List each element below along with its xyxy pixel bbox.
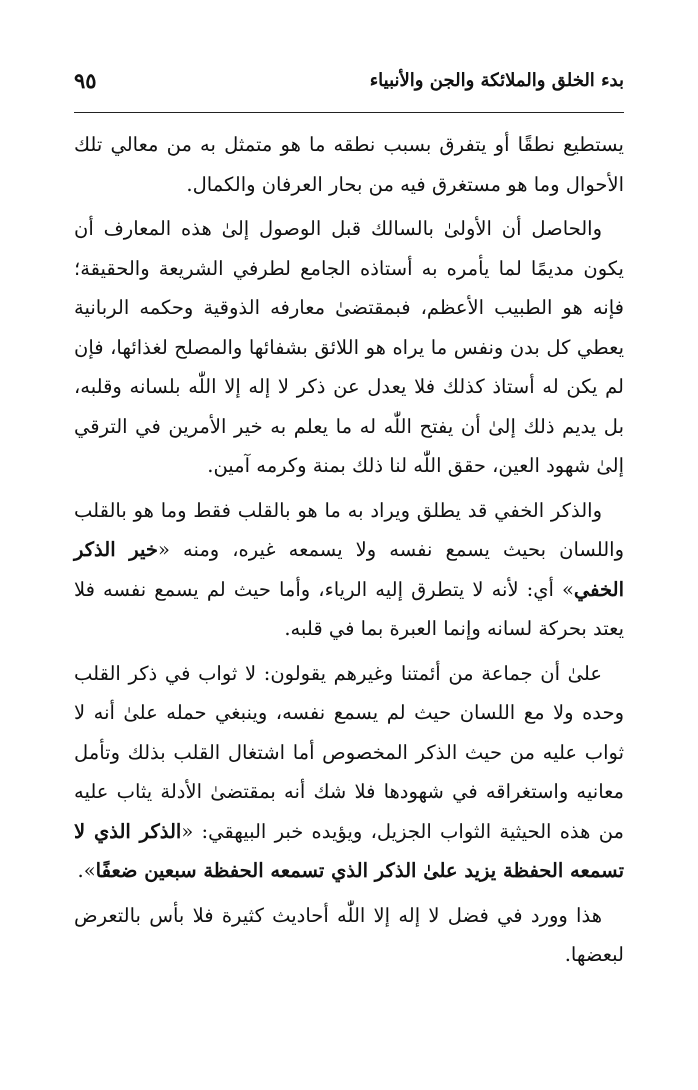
paragraph-3-text-end: » أي: لأنه لا يتطرق إليه الرياء، وأما حيث لم يسمع نفسه فلا يعتد بحركة لسانه وإنما العبرة بما في قلبه. (74, 577, 624, 640)
paragraph-4 (74, 654, 624, 891)
paragraph-4-text-start: علىٰ أن جماعة من أئمتنا وغيرهم يقولون: لا ثواب في ذكر القلب وحده ولا مع اللسان حيث لم يسمع نفسه، وينبغي حمله علىٰ أنه لا ثواب عليه من حيث الذكر المخصوص أما اشتغال القلب بذلك وتأمل معانيه واستغراقه في شهودها فلا شك أنه بمقتضىٰ الأدلة يثاب عليه من هذه الحيثية الثواب الجزيل، ويؤيده خبر البيهقي: « (74, 661, 624, 843)
paragraph-3 (74, 491, 624, 649)
paragraph-4-text-end: ». (77, 859, 96, 882)
paragraph-2: والحاصل أن الأولىٰ بالسالك قبل الوصول إلىٰ هذه المعارف أن يكون مديمًا لما يأمره به أستاذه الجامع لطرفي الشريعة والحقيقة؛ فإنه هو الطبيب الأعظم، فبمقتضىٰ معارفه الذوقية وحكمه الربانية يعطي كل بدن ونفس ما يراه هو اللائق بشفائها والمصلح لغذائها، فإن لم يكن له أستاذ كذلك فلا يعدل عن ذكر لا إله إلا اللّٰه بلسانه وقلبه، بل يديم ذلك إلىٰ أن يفتح اللّٰه له ما يعلم به خير الأمرين في الترقي إلىٰ شهود العين، حقق اللّٰه لنا ذلك بمنة وكرمه آمين. (74, 217, 624, 477)
hadith-quote: خير الذكر الخفي (74, 538, 624, 601)
header-title: بدء الخلق والملائكة والجن والأنبياء (369, 70, 624, 91)
running-header (74, 58, 624, 113)
bayhaqi-quote: الذكر الذي لا تسمعه الحفظة يزيد علىٰ الذكر الذي تسمعه الحفظة سبعين ضعفًا (74, 819, 624, 882)
paragraph-5: هذا وورد في فضل لا إله إلا اللّٰه أحاديث كثيرة فلا بأس بالتعرض لبعضها. (74, 903, 624, 966)
body-text (74, 125, 624, 980)
paragraph-1: يستطيع نطقًا أو يتفرق بسبب نطقه ما هو متمثل به من معالي تلك الأحوال وما هو مستغرق فيه من بحار العرفان والكمال. (74, 133, 624, 196)
page-number: ٩٥ (74, 68, 97, 93)
paragraph-3-text-start: والذكر الخفي قد يطلق ويراد به ما هو بالقلب فقط وما هو بالقلب واللسان بحيث يسمع نفسه ولا يسمعه غيره، ومنه « (74, 498, 625, 561)
